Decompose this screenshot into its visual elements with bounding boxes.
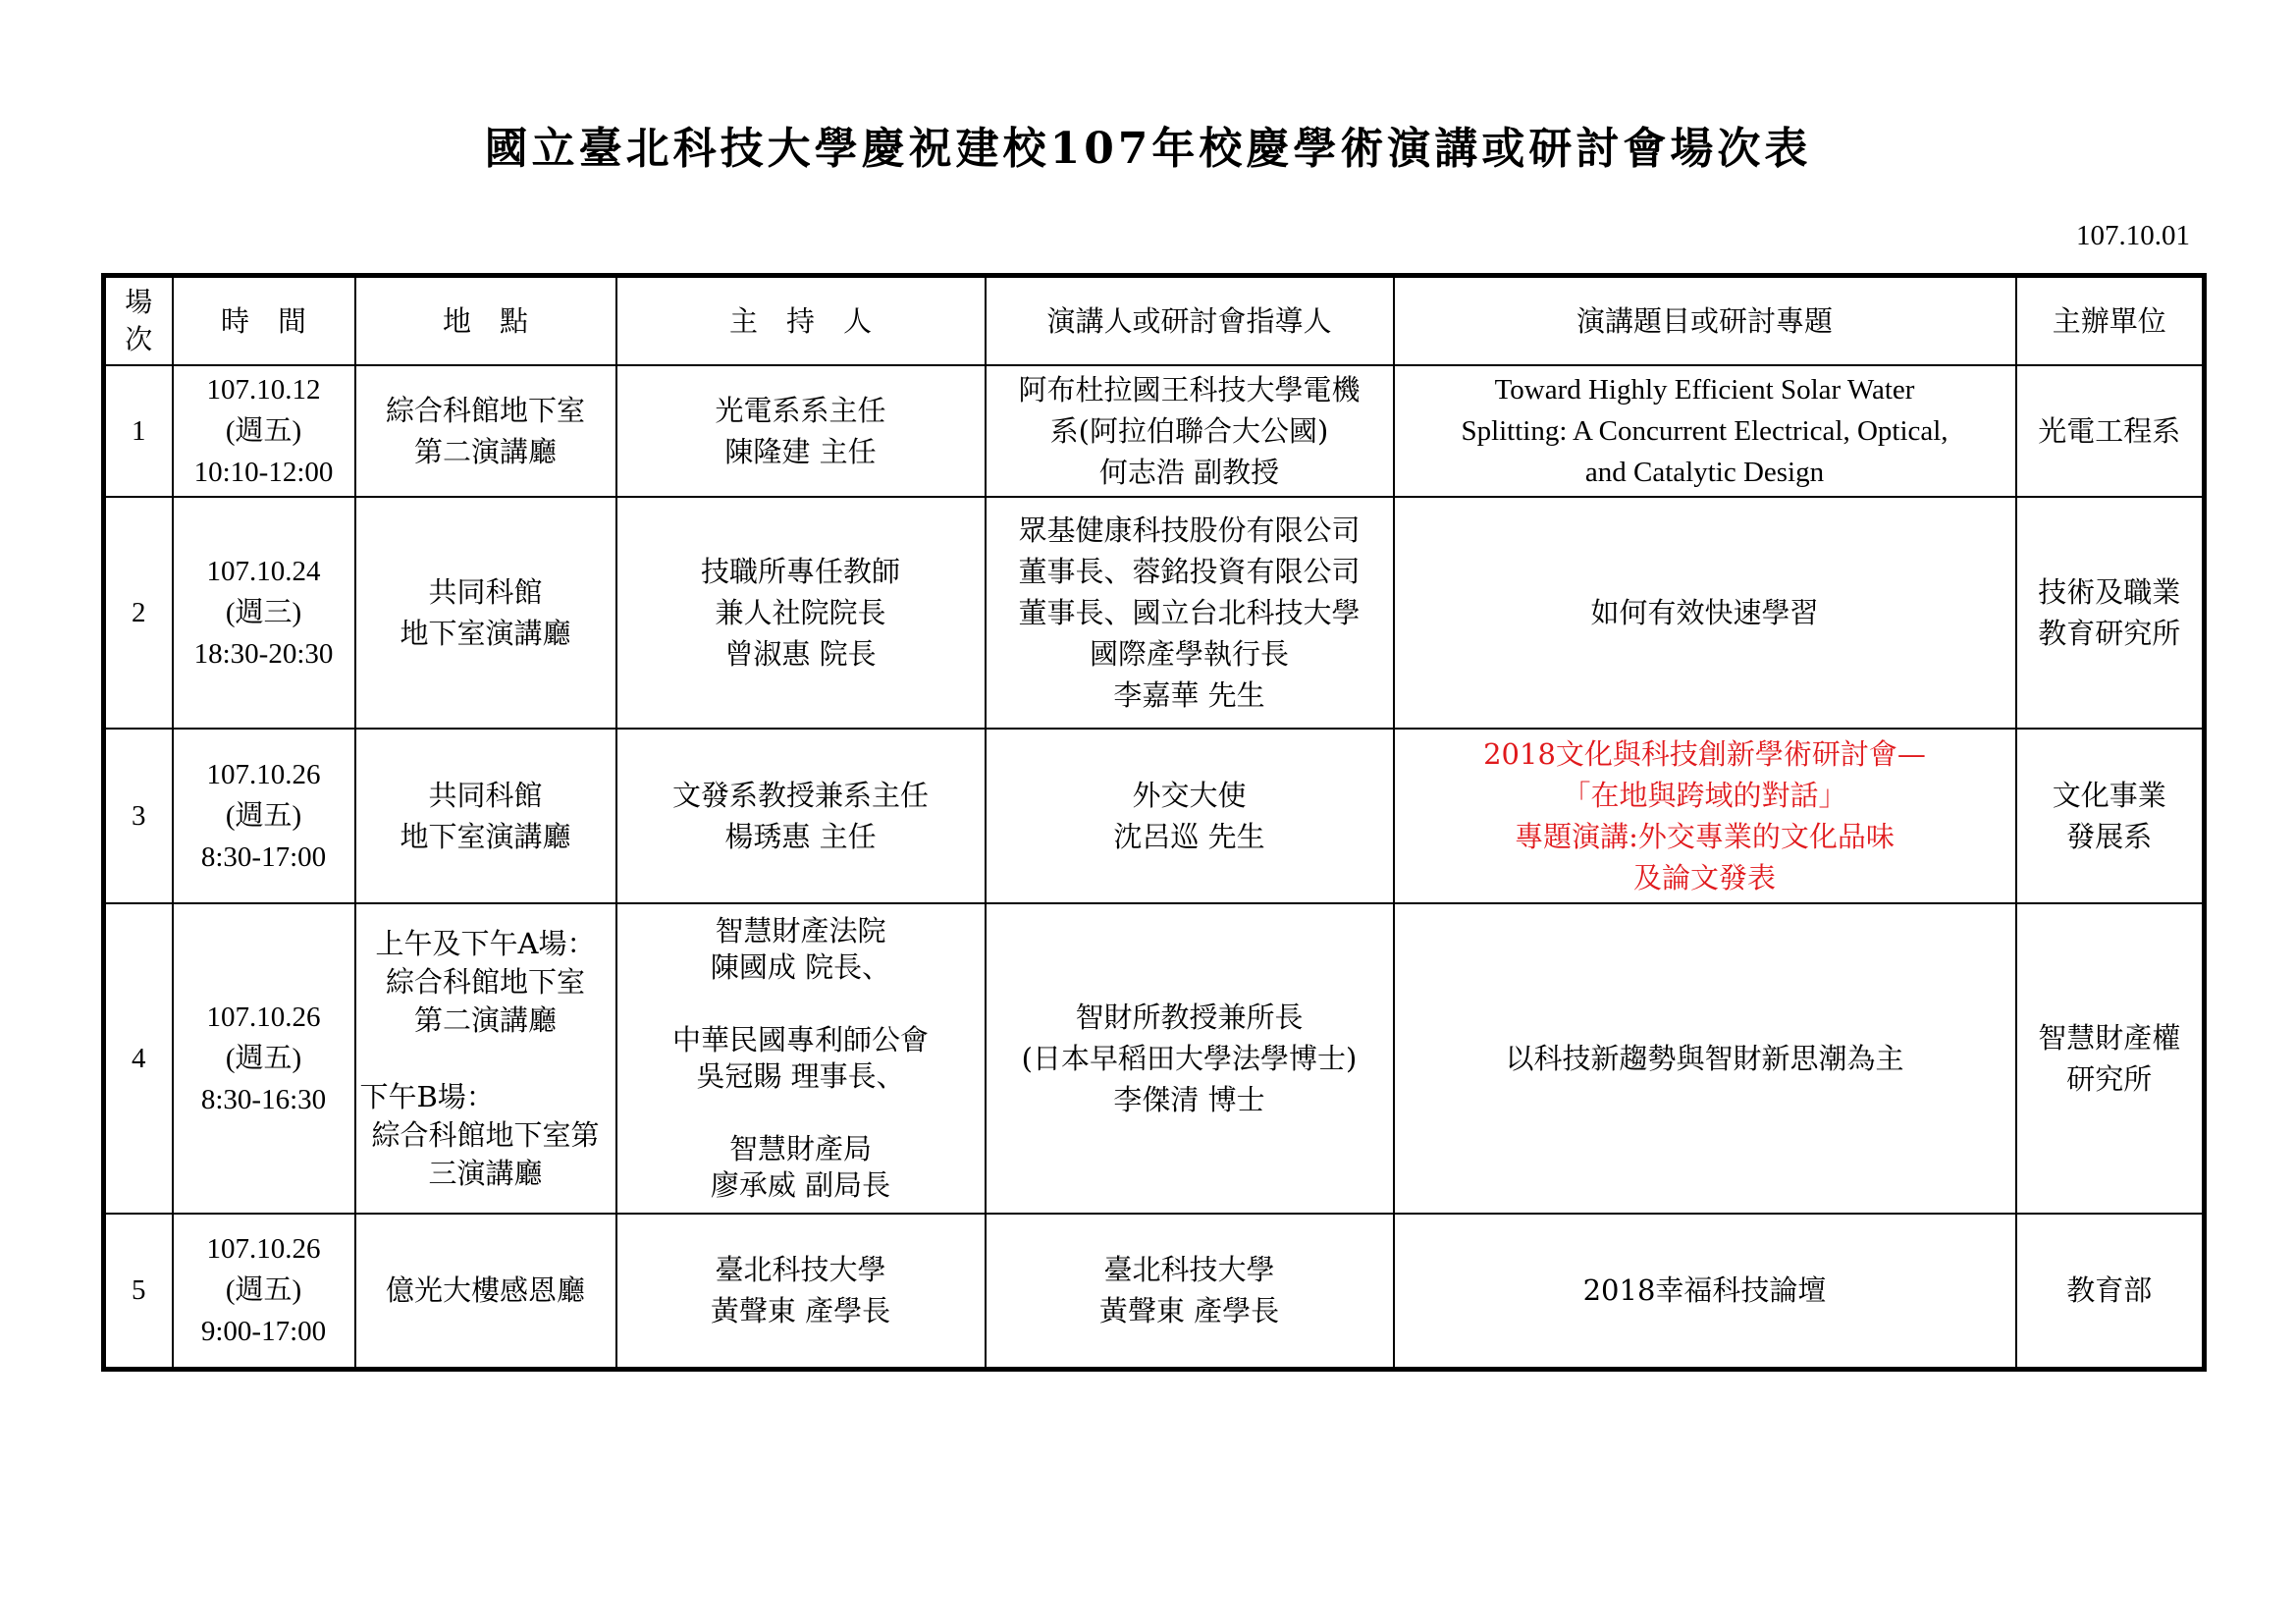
session-number: 4: [104, 903, 173, 1214]
speaker-line: 董事長、國立台北科技大學: [1018, 596, 1361, 629]
header-host: 主 持 人: [616, 276, 986, 366]
topic-line: and Catalytic Design: [1584, 457, 1825, 488]
venue-line: 綜合科館地下室: [385, 964, 585, 999]
host-line: 臺北科技大學: [715, 1253, 886, 1287]
table-row: [104, 365, 2205, 497]
host-line: 曾淑惠 院長: [724, 637, 877, 671]
session-hours: 8:30-16:30: [200, 1084, 327, 1115]
header-session-no-line1: 場: [125, 286, 153, 318]
table-row: [104, 903, 2205, 1214]
venue-line: 地下室演講廳: [400, 617, 571, 650]
host-line: 兼人社院院長: [715, 596, 886, 629]
host-line: 楊琇惠 主任: [724, 820, 877, 853]
venue-line: 第二演講廳: [413, 1002, 557, 1037]
host-line: 文發系教授兼系主任: [671, 779, 929, 812]
speaker-line: 智財所教授兼所長: [1075, 1001, 1304, 1034]
topic-line: 如何有效快速學習: [1590, 596, 1819, 629]
header-session-no-line2: 次: [125, 323, 153, 355]
host-line: 智慧財產法院: [715, 914, 886, 947]
organizer-line: 文化事業: [2052, 779, 2166, 812]
session-topic: [1394, 1214, 2016, 1369]
venue-line: 綜合科館地下室: [385, 394, 585, 427]
host-line: [621, 986, 981, 1022]
session-hours: 9:00-17:00: [200, 1316, 327, 1348]
session-weekday: (週五): [225, 415, 302, 447]
topic-line: 2018幸福科技論壇: [1582, 1273, 1827, 1308]
session-organizer: [2016, 1214, 2205, 1369]
header-time: 時 間: [173, 276, 355, 366]
session-time: [173, 729, 355, 903]
session-date: 107.10.26: [206, 1001, 321, 1033]
venue-line: [360, 1040, 612, 1078]
session-weekday: (週五): [225, 800, 302, 832]
speaker-line: 李傑清 博士: [1113, 1083, 1265, 1116]
topic-line: 專題演講:外交專業的文化品味: [1515, 820, 1895, 853]
topic-line: Toward Highly Efficient Solar Water: [1494, 374, 1915, 406]
host-line: 陳國成 院長、: [710, 950, 891, 984]
session-host: [616, 903, 986, 1214]
table-row: [104, 729, 2205, 903]
speaker-line: 系(阿拉伯聯合大公國): [1049, 414, 1329, 448]
session-venue: [355, 903, 616, 1214]
host-line: 廖承威 副局長: [710, 1168, 891, 1202]
venue-line: 三演講廳: [428, 1156, 543, 1190]
host-line: 智慧財產局: [728, 1132, 872, 1165]
host-line: [621, 1095, 981, 1131]
header-organizer: 主辦單位: [2016, 276, 2205, 366]
speaker-line: 國際產學執行長: [1089, 637, 1289, 671]
session-time: [173, 365, 355, 497]
venue-line: 下午B場：: [359, 1079, 495, 1113]
host-line: 黃聲東 產學長: [710, 1294, 891, 1328]
session-organizer: [2016, 729, 2205, 903]
document-date: 107.10.01: [2076, 220, 2190, 251]
session-hours: 10:10-12:00: [193, 457, 334, 488]
host-line: 光電系系主任: [715, 394, 886, 427]
session-hours: 8:30-17:00: [200, 841, 327, 873]
session-venue: [355, 729, 616, 903]
speaker-line: (日本早稻田大學法學博士): [1021, 1042, 1358, 1075]
session-host: [616, 1214, 986, 1369]
session-speaker: [986, 365, 1394, 497]
session-venue: [355, 497, 616, 729]
session-speaker: [986, 903, 1394, 1214]
speaker-line: 眾基健康科技股份有限公司: [1018, 514, 1361, 547]
topic-line: 以科技新趨勢與智財新思潮為主: [1505, 1042, 1904, 1075]
document-title: 國立臺北科技大學慶祝建校107年校慶學術演講或研討會場次表: [484, 124, 1812, 174]
session-topic: [1394, 365, 2016, 497]
table-header-row: [104, 276, 2205, 366]
speaker-line: 阿布杜拉國王科技大學電機: [1018, 373, 1361, 406]
table-row: [104, 1214, 2205, 1369]
session-venue: [355, 1214, 616, 1369]
organizer-line: 智慧財產權: [2038, 1021, 2181, 1055]
session-weekday: (週五): [225, 1274, 302, 1307]
session-number: 1: [104, 365, 173, 497]
session-topic: [1394, 497, 2016, 729]
speaker-line: 外交大使: [1132, 779, 1247, 812]
header-speaker: 演講人或研討會指導人: [986, 276, 1394, 366]
session-date: 107.10.12: [206, 374, 321, 406]
host-line: 陳隆建 主任: [724, 435, 877, 468]
header-topic: 演講題目或研討專題: [1394, 276, 2016, 366]
host-line: 吳冠賜 理事長、: [696, 1059, 905, 1093]
session-time: [173, 903, 355, 1214]
organizer-line: 教育部: [2066, 1273, 2153, 1308]
session-organizer: [2016, 903, 2205, 1214]
venue-line: 第二演講廳: [413, 435, 557, 468]
session-speaker: [986, 1214, 1394, 1369]
session-weekday: (週三): [225, 597, 302, 628]
session-host: [616, 729, 986, 903]
session-venue: [355, 365, 616, 497]
session-host: [616, 365, 986, 497]
header-session-no: [104, 276, 173, 366]
session-number: 3: [104, 729, 173, 903]
session-date: 107.10.26: [206, 759, 321, 790]
topic-line: 2018文化與科技創新學術研討會—: [1483, 737, 1926, 771]
topic-line: 「在地與跨域的對話」: [1562, 779, 1847, 812]
speaker-line: 臺北科技大學: [1103, 1253, 1275, 1287]
speaker-line: 黃聲東 產學長: [1098, 1294, 1280, 1328]
venue-line: 地下室演講廳: [400, 820, 571, 853]
session-organizer: [2016, 497, 2205, 729]
venue-line: 上午及下午A場：: [375, 926, 596, 960]
session-organizer: [2016, 365, 2205, 497]
organizer-line: 光電工程系: [2038, 414, 2181, 448]
organizer-line: 研究所: [2066, 1062, 2153, 1096]
speaker-line: 李嘉華 先生: [1113, 678, 1265, 712]
session-speaker: [986, 497, 1394, 729]
venue-line: 億光大樓感恩廳: [385, 1273, 585, 1308]
schedule-table: [101, 273, 2207, 1372]
session-number: 2: [104, 497, 173, 729]
session-hours: 18:30-20:30: [193, 638, 334, 670]
session-weekday: (週五): [225, 1043, 302, 1074]
table-row: [104, 497, 2205, 729]
topic-line: 及論文發表: [1632, 861, 1776, 894]
session-number: 5: [104, 1214, 173, 1369]
speaker-line: 沈呂巡 先生: [1113, 820, 1265, 853]
speaker-line: 董事長、蓉銘投資有限公司: [1018, 555, 1361, 588]
session-time: [173, 497, 355, 729]
organizer-line: 技術及職業: [2038, 575, 2181, 609]
session-speaker: [986, 729, 1394, 903]
organizer-line: 教育研究所: [2038, 617, 2181, 650]
host-line: 中華民國專利師公會: [671, 1023, 929, 1056]
organizer-line: 發展系: [2066, 820, 2153, 853]
speaker-line: 何志浩 副教授: [1098, 456, 1280, 489]
venue-line: 共同科館: [428, 779, 543, 812]
session-topic: [1394, 729, 2016, 903]
session-topic: [1394, 903, 2016, 1214]
topic-line: Splitting: A Concurrent Electrical, Optical,: [1461, 415, 1949, 447]
venue-line: 綜合科館地下室第: [371, 1117, 600, 1152]
session-host: [616, 497, 986, 729]
session-date: 107.10.26: [206, 1233, 321, 1266]
header-venue: 地 點: [355, 276, 616, 366]
session-time: [173, 1214, 355, 1369]
session-date: 107.10.24: [206, 556, 321, 587]
venue-line: 共同科館: [428, 575, 543, 609]
host-line: 技職所專任教師: [700, 555, 900, 588]
